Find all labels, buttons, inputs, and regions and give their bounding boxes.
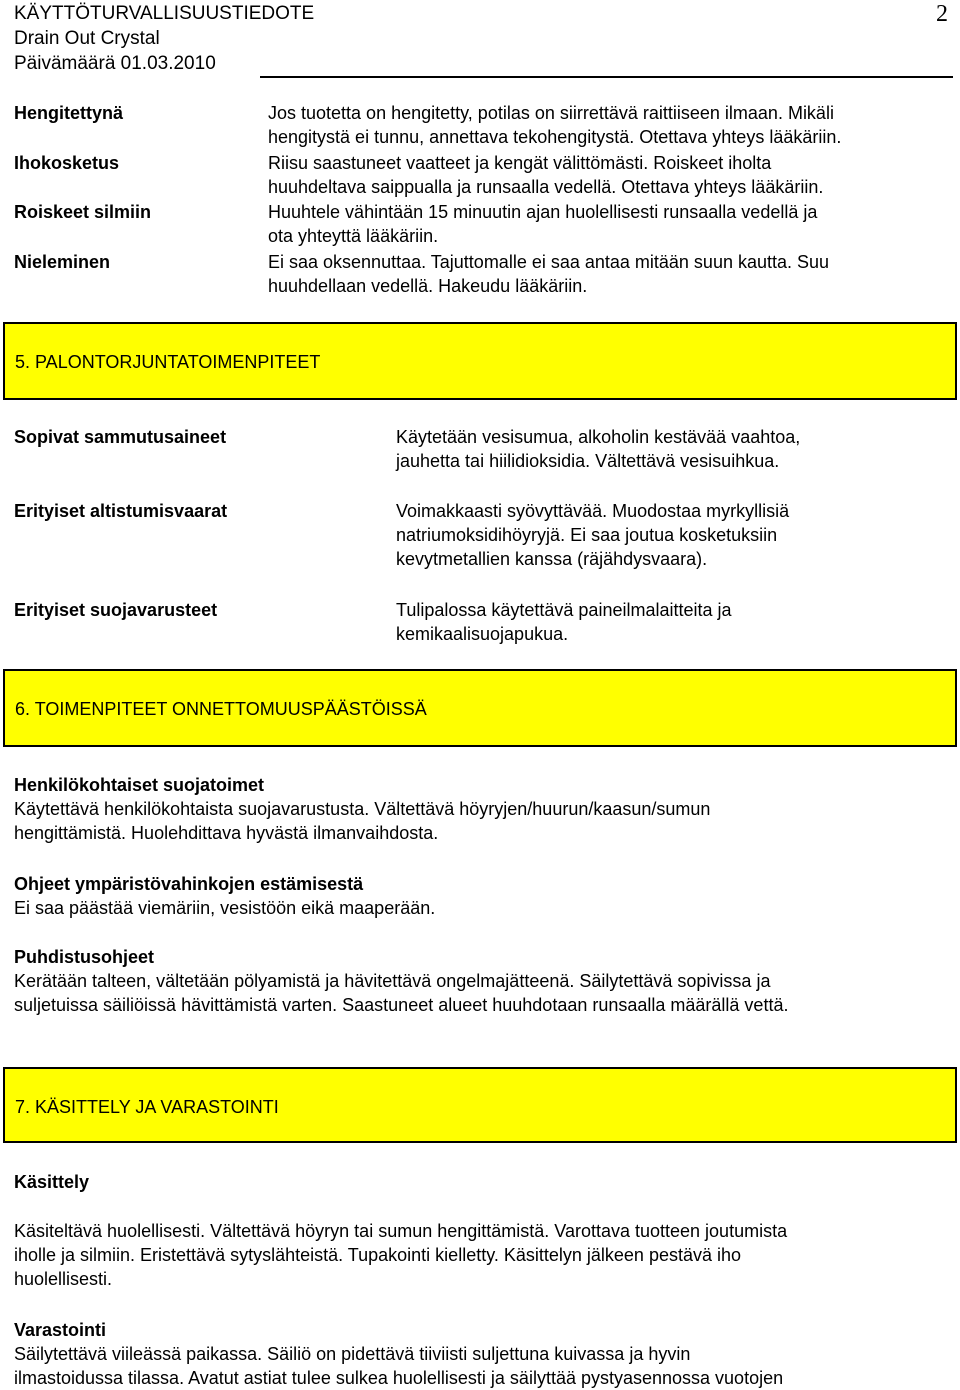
text-line: kemikaalisuojapukua. bbox=[396, 624, 569, 644]
text-line: Kerätään talteen, vältetään pölyamistä ja hävitettävä ongelmajätteenä. Säilytettävä sopivissa ja bbox=[14, 971, 771, 991]
section6-heading-band bbox=[3, 669, 957, 747]
s6-text-cleanup bbox=[14, 969, 949, 1017]
text-line: Riisu saastuneet vaatteet ja kengät välittömästi. Roiskeet iholta bbox=[268, 153, 772, 173]
text-line: hengitystä ei tunnu, annettava tekohengitystä. Otettava yhteys lääkäriin. bbox=[268, 127, 842, 147]
s5-text-hazards bbox=[396, 499, 936, 571]
s7-title-handling: Käsittely bbox=[14, 1172, 90, 1192]
text-line: Säilytettävä viileässä paikassa. Säiliö on pidettävä tiiviisti suljettuna kuivassa ja hyvin bbox=[14, 1344, 691, 1364]
s7-title-storage: Varastointi bbox=[14, 1320, 107, 1340]
first-aid-text-skin bbox=[268, 151, 948, 199]
text-line: suljetuissa säiliöissä hävittämistä varten. Saastuneet alueet huuhdotaan runsaalla määrällä vettä. bbox=[14, 995, 789, 1015]
section5-heading-band bbox=[3, 322, 957, 400]
first-aid-text-ingestion bbox=[268, 250, 948, 298]
text-line: ota yhteyttä lääkäriin. bbox=[268, 226, 439, 246]
text-line: Tulipalossa käytettävä paineilmalaitteita ja bbox=[396, 600, 732, 620]
text-line: kevytmetallien kanssa (räjähdysvaara). bbox=[396, 549, 708, 569]
text-line: huuhdeltava saippualla ja runsaalla vedellä. Otettava yhteys lääkäriin. bbox=[268, 177, 824, 197]
text-line: Huuhtele vähintään 15 minuutin ajan huolellisesti runsaalla vedellä ja bbox=[268, 202, 818, 222]
s5-label-extinguishing: Sopivat sammutusaineet bbox=[14, 427, 227, 447]
text-line: Käsiteltävä huolellisesti. Vältettävä höyryn tai sumun hengittämistä. Varottava tuotteen joutumista bbox=[14, 1221, 788, 1241]
s6-text-personal bbox=[14, 797, 949, 845]
section5-heading: 5. PALONTORJUNTATOIMENPITEET bbox=[15, 352, 321, 372]
text-line: Jos tuotetta on hengitetty, potilas on siirrettävä raittiiseen ilmaan. Mikäli bbox=[268, 103, 834, 123]
first-aid-label-inhalation: Hengitettynä bbox=[14, 103, 124, 123]
first-aid-text-inhalation bbox=[268, 101, 948, 149]
first-aid-label-skin: Ihokosketus bbox=[14, 153, 120, 173]
s6-text-environment bbox=[14, 896, 949, 920]
text-line: Ei saa päästää viemäriin, vesistöön eikä maaperään. bbox=[14, 898, 436, 918]
first-aid-label-eyes: Roiskeet silmiin bbox=[14, 202, 152, 222]
s5-text-protective bbox=[396, 598, 936, 646]
section7-heading: 7. KÄSITTELY JA VARASTOINTI bbox=[15, 1097, 279, 1117]
text-line: huolellisesti. bbox=[14, 1269, 113, 1289]
text-line: natriumoksidihöyryjä. Ei saa joutua kosketuksiin bbox=[396, 525, 778, 545]
s7-text-storage bbox=[14, 1342, 949, 1390]
s6-title-cleanup: Puhdistusohjeet bbox=[14, 947, 155, 967]
product-name: Drain Out Crystal bbox=[14, 28, 160, 49]
text-line: ilmastoidussa tilassa. Avatut astiat tulee sulkea huolellisesti ja säilyttää pystyasennossa vuotojen bbox=[14, 1368, 784, 1388]
document-title: KÄYTTÖTURVALLISUUSTIEDOTE bbox=[14, 3, 315, 24]
s7-text-handling bbox=[14, 1219, 949, 1291]
text-line: hengittämistä. Huolehdittava hyvästä ilmanvaihdosta. bbox=[14, 823, 439, 843]
text-line: Käytettävä henkilökohtaista suojavarustusta. Vältettävä höyryjen/huurun/kaasun/sumun bbox=[14, 799, 711, 819]
page-number: 2 bbox=[936, 1, 948, 27]
s5-label-hazards: Erityiset altistumisvaarat bbox=[14, 501, 228, 521]
s6-title-personal: Henkilökohtaiset suojatoimet bbox=[14, 775, 265, 795]
section6-heading: 6. TOIMENPITEET ONNETTOMUUSPÄÄSTÖISSÄ bbox=[15, 699, 427, 719]
s5-text-extinguishing bbox=[396, 425, 936, 473]
first-aid-text-eyes bbox=[268, 200, 948, 248]
text-line: huuhdellaan vedellä. Hakeudu lääkäriin. bbox=[268, 276, 588, 296]
s6-title-environment: Ohjeet ympäristövahinkojen estämisestä bbox=[14, 874, 364, 894]
text-line: Voimakkaasti syövyttävää. Muodostaa myrkyllisiä bbox=[396, 501, 790, 521]
text-line: iholle ja silmiin. Eristettävä sytyslähteistä. Tupakointi kielletty. Käsittelyn jälkeen pestävä iho bbox=[14, 1245, 742, 1265]
section7-heading-band bbox=[3, 1067, 957, 1143]
text-line: jauhetta tai hiilidioksidia. Vältettävä vesisuihkua. bbox=[396, 451, 780, 471]
first-aid-label-ingestion: Nieleminen bbox=[14, 252, 111, 272]
text-line: Ei saa oksennuttaa. Tajuttomalle ei saa antaa mitään suun kautta. Suu bbox=[268, 252, 830, 272]
s5-label-protective: Erityiset suojavarusteet bbox=[14, 600, 218, 620]
document-date: Päivämäärä 01.03.2010 bbox=[14, 53, 216, 74]
header-rule bbox=[260, 76, 953, 78]
text-line: Käytetään vesisumua, alkoholin kestävää vaahtoa, bbox=[396, 427, 801, 447]
